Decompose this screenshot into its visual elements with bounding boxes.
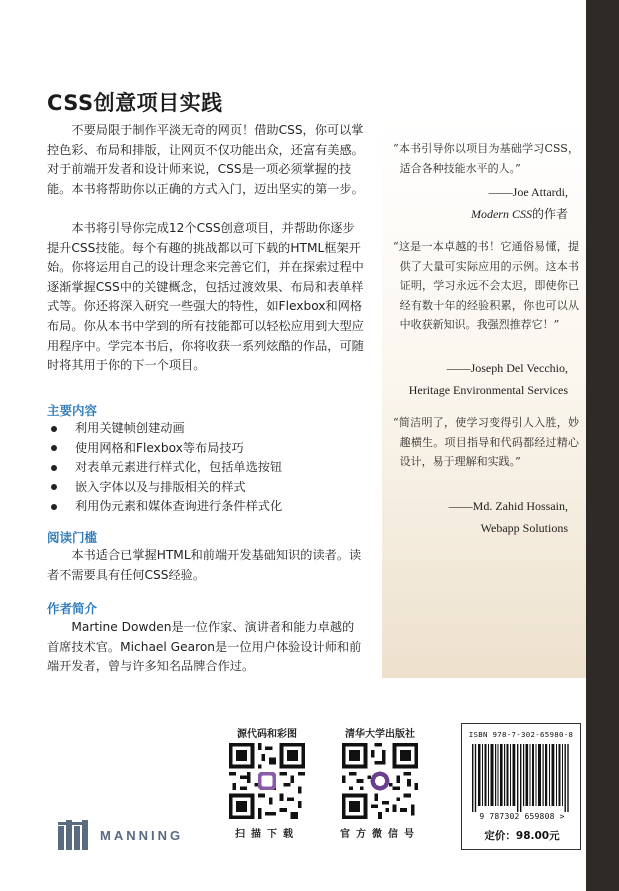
bullet-icon <box>51 465 57 471</box>
intro-paragraph-2: 本书将引导你完成12个CSS创意项目，并帮助你逐步提升CSS技能。每个有趣的挑战都以可下载的HTML框架开始。你将运用自己的设计理念来完善它们，并在探索过程中逐渐掌握CSS中的关键概念，包括过渡效果、布局和表单样式等。你还将深入研究一些强大的特性，如Flexbox和网格布局。你从本书中学到的所有技能都可以轻松应用到大型应用程序中。学完本书后，你将收获一系列炫酷的作品，可随时将其用于你的下一个项目。 <box>47 221 364 373</box>
reading-threshold-heading: 阅读门槛 <box>47 530 98 545</box>
list-item: 对表单元素进行样式化，包括单选按钮 <box>47 458 282 478</box>
qr-caption: 清华大学出版社 <box>345 729 415 740</box>
quote-2-attribution: ——Joseph Del Vecchio, Heritage Environmental Services <box>408 361 568 397</box>
qr-caption: 源代码和彩图 <box>237 729 297 740</box>
qr-source-download <box>227 725 307 840</box>
list-item: 利用伪元素和媒体查询进行条件样式化 <box>47 497 282 517</box>
barcode-icon <box>472 744 572 812</box>
qr-code-icon <box>229 743 305 819</box>
isbn-label: ISBN 978-7-302-65980-8 <box>468 730 574 739</box>
main-content-heading: 主要内容 <box>47 403 98 418</box>
intro-paragraph-1: 不要局限于制作平淡无奇的网页！借助CSS，你可以掌控色彩、布局和排版，让网页不仅功能出众，还富有美感。对于前端开发者和设计师来说，CSS是一项必须掌握的技能。本书将帮助你以正确的方式入门，迈出坚实的第一步。 <box>47 123 364 196</box>
list-item: 利用关键帧创建动画 <box>47 419 282 439</box>
quote-3-attribution: ——Md. Zahid Hossain, Webapp Solutions <box>448 499 568 535</box>
main-content-list <box>47 419 282 517</box>
authors-heading: 作者简介 <box>47 601 98 616</box>
qr-bottom-label: 官方微信号 <box>340 829 420 840</box>
isbn-barcode-box <box>461 723 581 850</box>
bullet-icon <box>51 504 57 510</box>
bullet-icon <box>51 445 57 451</box>
list-item: 嵌入字体以及与排版相关的样式 <box>47 478 282 498</box>
quote-1: “本书引导你以项目为基础学习CSS，适合各种技能水平的人。” <box>393 142 579 175</box>
qr-bottom-label: 扫描下载 <box>235 829 299 840</box>
qr-official-wechat <box>340 725 420 840</box>
book-title: CSS创意项目实践 <box>47 91 223 115</box>
bullet-icon <box>51 484 57 490</box>
quote-3: “简洁明了，使学习变得引人入胜，妙趣横生。项目指导和代码都经过精心设计，易于理解和实践。” <box>393 416 579 468</box>
manning-logo-icon <box>58 820 92 850</box>
reading-threshold-text: 本书适合已掌握HTML和前端开发基础知识的读者。读者不需要具有任何CSS经验。 <box>47 548 362 582</box>
authors-text: Martine Dowden是一位作家、演讲者和能力卓越的首席技术官。Michael Gearon是一位用户体验设计师和前端开发者，曾与许多知名品牌合作过。 <box>47 620 362 674</box>
quote-1-attribution: ——Joe Attardi, Modern CSS的作者 <box>470 185 568 221</box>
manning-wordmark: MANNING <box>100 827 184 843</box>
qr-code-icon <box>342 743 418 819</box>
book-spine-strip <box>586 0 619 891</box>
isbn-digits: 9 787302 659808 > <box>479 812 565 821</box>
bullet-icon <box>51 426 57 432</box>
list-item: 使用网格和Flexbox等布局技巧 <box>47 439 282 459</box>
price-label: 定价：98.00元 <box>484 830 560 842</box>
quote-2: “这是一本卓越的书！它通俗易懂，提供了大量可实际应用的示例。这本书证明，学习永远不会太迟，即使你已经有数十年的经验积累，你也可以从中收获新知识。我强烈推荐它！” <box>393 240 579 331</box>
manning-logo <box>58 820 183 850</box>
